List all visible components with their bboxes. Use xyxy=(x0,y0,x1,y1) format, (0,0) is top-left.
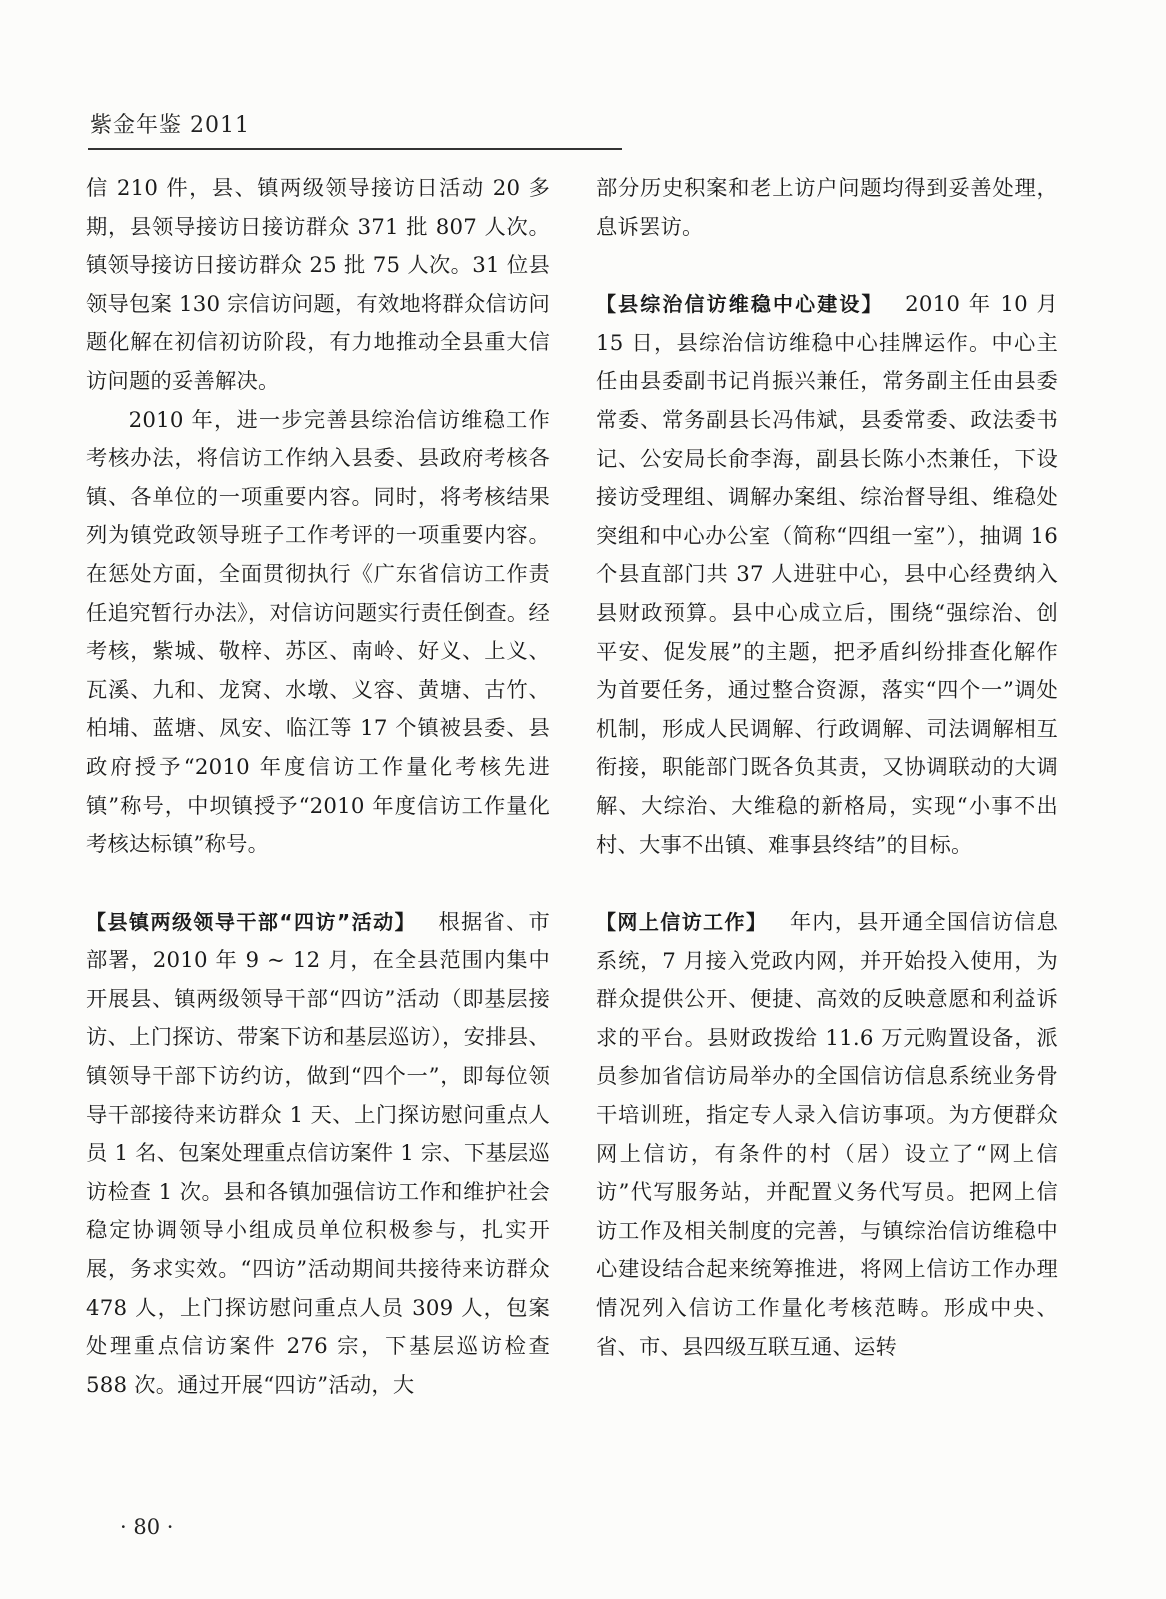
right-section-center xyxy=(596,285,1058,865)
left-paragraph-2: 2010 年，进一步完善县综治信访维稳工作考核办法，将信访工作纳入县委、县政府考核各镇、各单位的一项重要内容。同时，将考核结果列为镇党政领导班子工作考评的一项重要内容。在惩处方面，全面贯彻执行《广东省信访工作责任追究暂行办法》，对信访问题实行责任倒查。经考核，紫城、敬梓、苏区、南岭、好义、上义、瓦溪、九和、龙窝、水墩、义容、黄塘、古竹、柏埔、蓝塘、凤安、临江等 17 个镇被县委、县政府授予“2010 年度信访工作量化考核先进镇”称号，中坝镇授予“2010 年度信访工作量化考核达标镇”称号。 xyxy=(86,407,550,858)
section-body-four-visits: 根据省、市部署，2010 年 9 ~ 12 月，在全县范围内集中开展县、镇两级领导干部“四访”活动（即基层接访、上门探访、带案下访和基层巡访），安排县、镇领导干部下访约访，做到“四个一”，即每位领导干部接待来访群众 1 天、上门探访慰问重点人员 1 名、包案处理重点信访案件 1 宗、下基层巡访检查 1 次。县和各镇加强信访工作和维护社会稳定协调领导小组成员单位积极参与，扎实开展，务求实效。“四访”活动期间共接待来访群众 478 人，上门探访慰问重点人员 309 人，包案处理重点信访案件 276 宗，下基层巡访检查 588 次。通过开展“四访”活动，大 xyxy=(86,909,550,1398)
page-number: · 80 · xyxy=(120,1515,174,1539)
section-title-online: 【网上信访工作】 xyxy=(596,910,768,935)
right-paragraph-1: 部分历史积案和老上访户问题均得到妥善处理，息诉罢访。 xyxy=(596,176,1058,240)
left-paragraph-1: 信 210 件，县、镇两级领导接访日活动 20 多期，县领导接访日接访群众 371 批 807 人次。镇领导接访日接访群众 25 批 75 人次。31 位县领导包案 130 宗信访问题，有效地将群众信访问题化解在初信初访阶段，有力地推动全县重大信访问题的妥善解决。 xyxy=(86,176,550,394)
right-section-online xyxy=(596,903,1058,1367)
section-title-center: 【县综治信访维稳中心建设】 xyxy=(596,292,884,317)
left-section-four-visits xyxy=(86,903,550,1406)
left-column xyxy=(86,170,550,1405)
running-title: 紫金年鉴 2011 xyxy=(90,113,250,138)
section-body-online: 年内，县开通全国信访信息系统，7 月接入党政内网，并开始投入使用，为群众提供公开、便捷、高效的反映意愿和利益诉求的平台。县财政拨给 11.6 万元购置设备，派员参加省信访局举办的全国信访信息系统业务骨干培训班，指定专人录入信访事项。为方便群众网上信访，有条件的村（居）设立了“网上信访”代写服务站，并配置义务代写员。把网上信访工作及相关制度的完善，与镇综治信访维稳中心建设结合起来统筹推进，将网上信访工作办理情况列入信访工作量化考核范畴。形成中央、省、市、县四级互联互通、运转 xyxy=(596,910,1059,1360)
section-title-four-visits: 【县镇两级领导干部“四访”活动】 xyxy=(86,909,417,934)
section-body-center: 2010 年 10 月 15 日，县综治信访维稳中心挂牌运作。中心主任由县委副书记肖振兴兼任，常务副主任由县委常委、常务副县长冯伟斌，县委常委、政法委书记、公安局长俞李海，副县长陈小杰兼任，下设接访受理组、调解办案组、综治督导组、维稳处突组和中心办公室（简称“四组一室”），抽调 16 个县直部门共 37 人进驻中心，县中心经费纳入县财政预算。县中心成立后，围绕“强综治、创平安、促发展”的主题，把矛盾纠纷排查化解作为首要任务，通过整合资源，落实“四个一”调处机制，形成人民调解、行政调解、司法调解相互衔接，职能部门既各负其责，又协调联动的大调解、大综治、大维稳的新格局，实现“小事不出村、大事不出镇、难事县终结”的目标。 xyxy=(596,292,1059,858)
right-column xyxy=(596,170,1058,1367)
header-rule xyxy=(88,148,622,150)
